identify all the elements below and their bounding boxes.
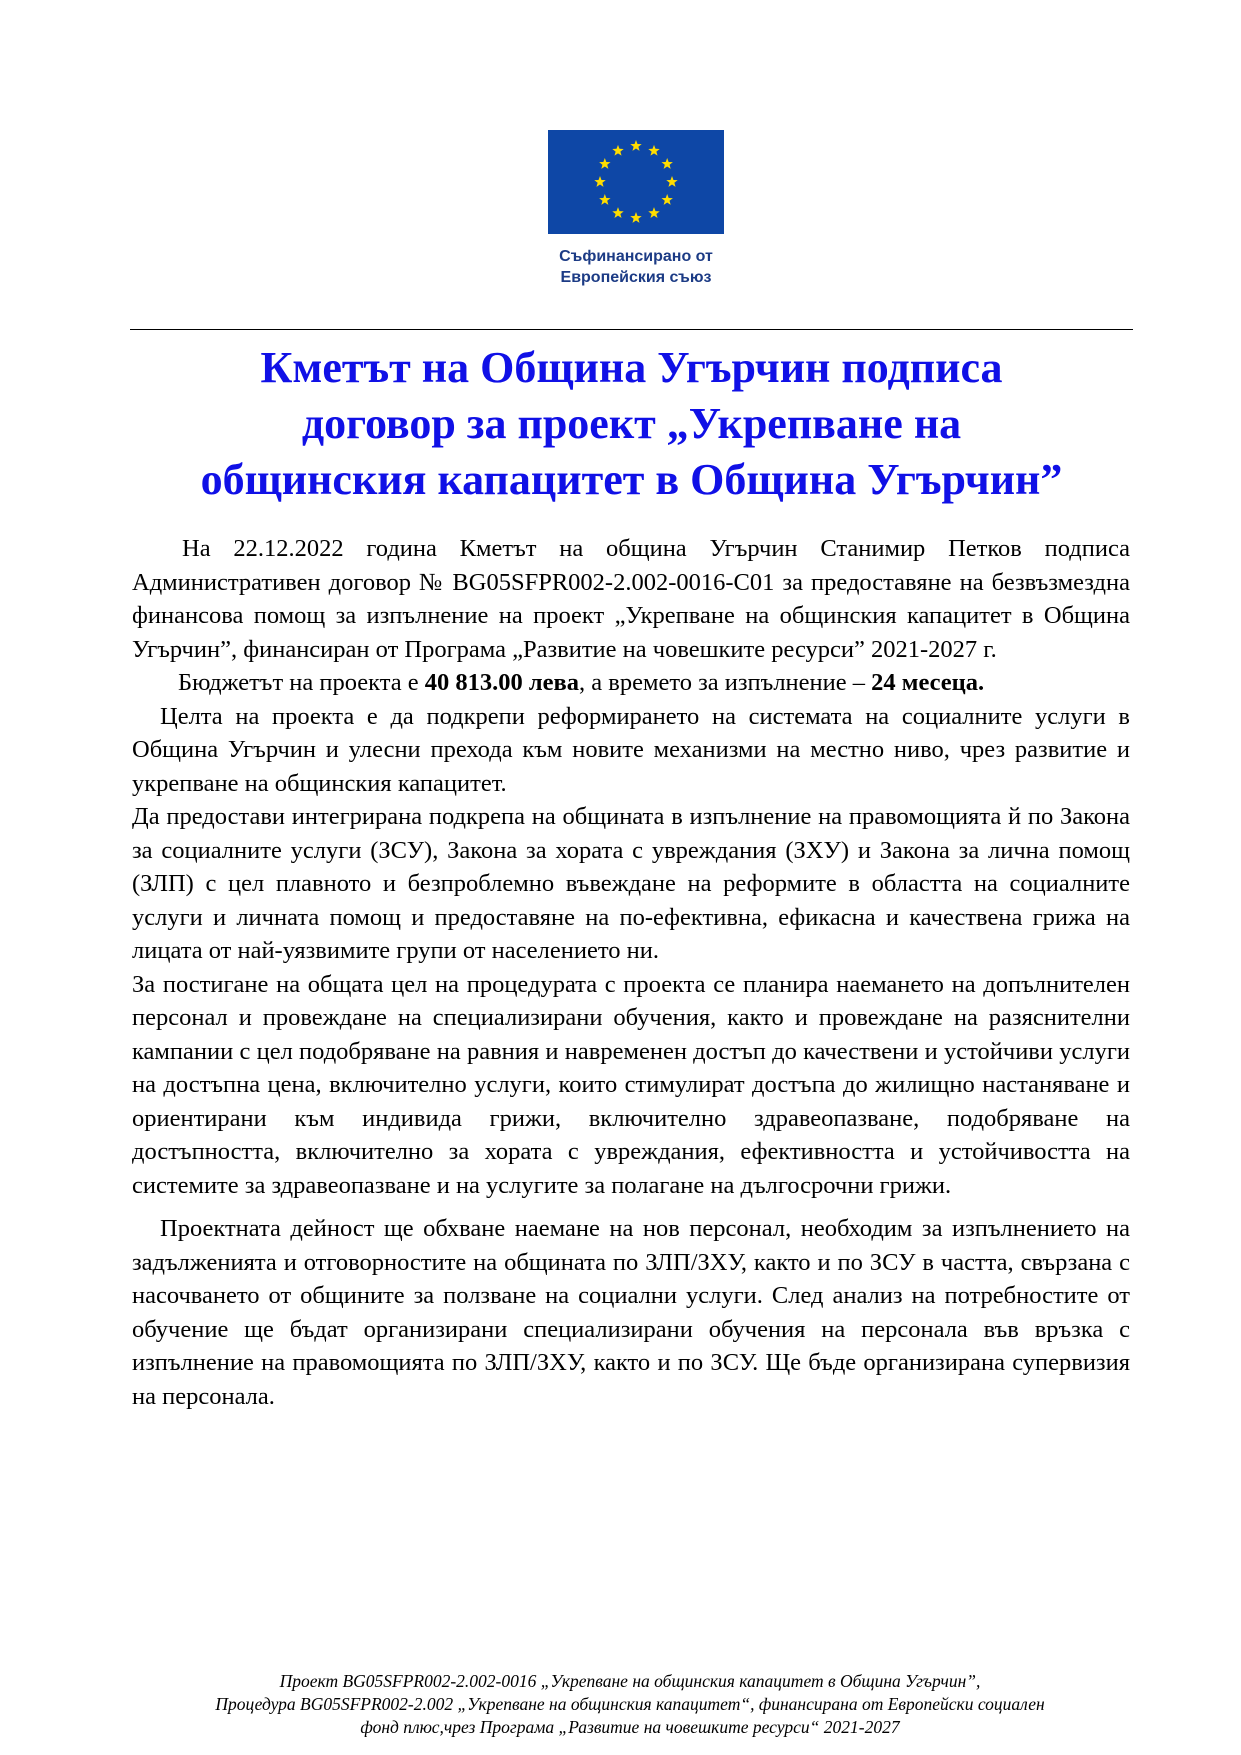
paragraph-budget (132, 666, 1130, 700)
eu-star-icon (630, 140, 641, 151)
eu-star-icon (661, 158, 672, 169)
cofunded-line-2: Европейския съюз (560, 269, 712, 286)
eu-cofunded-logo (546, 130, 726, 288)
eu-star-icon (666, 176, 677, 187)
paragraph-contract: На 22.12.2022 година Кметът на община Угърчин Станимир Петков подписа Административен договор № BG05SFPR002-2.002-0016-C01 за предоставяне на безвъзмездна финансова помощ за изпълнение на проект „Укрепване на общинския капацитет в Община Угърчин”, финансиран от Програма „Развитие на човешките ресурси” 2021-2027 г. (132, 535, 1130, 663)
paragraph-activities: Проектната дейност ще обхване наемане на нов персонал, необходим за изпълнението на задълженията и отговорностите на общината по ЗЛП/ЗХУ, както и по ЗСУ в частта, свързана с насочването от общините за ползване на социални услуги. След анализ на потребностите от обучение ще бъдат организирани специализирани обучения на персонала във връзка с изпълнение на правомощията по ЗЛП/ЗХУ, както и по ЗСУ. Ще бъде организирана супервизия на персонала. (132, 1215, 1130, 1410)
cofunded-line-1: Съфинансирано от (559, 248, 713, 265)
eu-stars (548, 130, 724, 234)
paragraph-support: Да предостави интегрирана подкрепа на общината в изпълнение на правомощията й по Закона за социалните услуги (ЗСУ), Закона за хората с увреждания (ЗХУ) и Закона за лична помощ (ЗЛП) с цел плавното и безпроблемно въвеждане на реформите в областта на социалните услуги и личната помощ и предоставяне на по-ефективна, ефикасна и качествена грижа на лицата от най-уязвимите групи от населението ни. (132, 803, 1130, 964)
title-line-1: Кметът на Община Угърчин подписа (260, 343, 1003, 392)
paragraph-objective: За постигане на общата цел на процедурата с проекта се планира наемането на допълнителен персонал и провеждане на специализирани обучения, както и провеждане на разяснителни кампании с цел подобряване на равния и навременен достъп до качествени и устойчиви услуги на достъпна цена, включително услуги, които стимулират достъпа до жилищно настаняване и ориентирани към индивида грижи, включително здравеопазване, подобряване на достъпността, включително за хората с увреждания, ефективността и устойчивостта на системите за здравеопазване и на услугите за полагане на дългосрочни грижи. (132, 970, 1130, 1199)
eu-star-icon (648, 207, 659, 218)
eu-star-icon (648, 145, 659, 156)
footer-line-3: фонд плюс,чрез Програма „Развитие на човешките ресурси“ 2021-2027 (360, 1717, 900, 1737)
title-line-3: общинския капацитет в Община Угърчин” (200, 455, 1063, 504)
header-divider (130, 329, 1133, 330)
page-title (130, 340, 1133, 508)
budget-intro: Бюджетът на проекта е (178, 669, 425, 696)
eu-star-icon (599, 158, 610, 169)
footer-line-1: Проект BG05SFPR002-2.002-0016 „Укрепване на общинския капацитет в Община Угърчин”, (279, 1671, 981, 1691)
eu-flag-icon (548, 130, 724, 234)
budget-mid: , а времето за изпълнение – (579, 669, 872, 696)
article-body (132, 532, 1130, 1413)
paragraph-goal: Целта на проекта е да подкрепи реформирането на системата на социалните услуги в Община Угърчин и улесни прехода към новите механизми на местно ниво, чрез развитие и укрепване на общинския капацитет. (132, 702, 1130, 797)
eu-star-icon (661, 194, 672, 205)
eu-star-icon (599, 194, 610, 205)
budget-amount: 40 813.00 лева (424, 669, 579, 696)
eu-star-icon (630, 212, 641, 223)
cofunded-caption (546, 246, 726, 288)
footer-line-2: Процедура BG05SFPR002-2.002 „Укрепване на общинския капацитет“, финансирана от Европейски социален (215, 1694, 1045, 1714)
eu-star-icon (594, 176, 605, 187)
eu-star-icon (612, 145, 623, 156)
eu-star-icon (612, 207, 623, 218)
page-footer (120, 1670, 1140, 1739)
title-line-2: договор за проект „Укрепване на (301, 399, 962, 448)
budget-duration: 24 месеца. (871, 669, 985, 696)
